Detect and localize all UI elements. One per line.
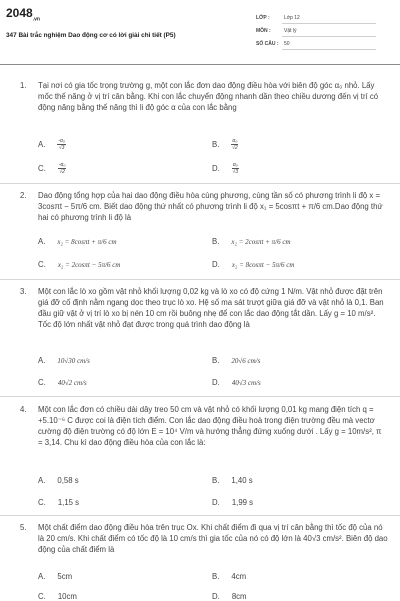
- option-3d[interactable]: D. 40√3 cm/s: [212, 378, 261, 387]
- option-1c[interactable]: C. $\frac{\text{-α₀}}{√2}$: [38, 162, 66, 175]
- option-3a[interactable]: A. 10√30 cm/s: [38, 356, 90, 365]
- option-2b[interactable]: B. x₂ = 2cosπt + π/6 cm: [212, 237, 291, 246]
- option-1b[interactable]: B. $\frac{\text{α₀}}{√2}$: [212, 138, 238, 151]
- option-1d[interactable]: D. $\frac{\text{α₀}}{√3}$: [212, 162, 239, 175]
- option-3c[interactable]: C. 40√2 cm/s: [38, 378, 87, 387]
- option-1a[interactable]: A. $\frac{\text{-α₀}}{√3}$: [38, 138, 65, 151]
- option-2c[interactable]: C. x₂ = 2cosπt − 5π/6 cm: [38, 260, 121, 269]
- meta-row-count: SỐ CÂU : 50: [256, 41, 376, 54]
- option-5d[interactable]: D. 8cm: [212, 592, 247, 601]
- page-header: [0, 0, 400, 58]
- option-5a[interactable]: A. 5cm: [38, 572, 73, 581]
- option-3b[interactable]: B. 20√6 cm/s: [212, 356, 261, 365]
- option-2d[interactable]: D. x₂ = 8cosπt − 5π/6 cm: [212, 260, 295, 269]
- meta-block: [256, 15, 376, 54]
- option-4c[interactable]: C. 1,15 s: [38, 498, 80, 507]
- header-divider: [0, 64, 400, 65]
- option-4d[interactable]: D. 1,99 s: [212, 498, 254, 507]
- option-4b[interactable]: B. 1,40 s: [212, 476, 253, 485]
- option-4a[interactable]: A. 0,58 s: [38, 476, 79, 485]
- option-2a[interactable]: A. x₂ = 8cosπt + π/6 cm: [38, 237, 117, 246]
- meta-row-class: LỚP : Lớp 12: [256, 15, 376, 28]
- site-logo[interactable]: $2048_{.vn}$: [6, 6, 40, 23]
- page-title: 347 Bài trắc nghiệm Dao động cơ có lời giải chi tiết (P5): [6, 32, 176, 39]
- meta-row-subject: MÔN : Vật lý: [256, 28, 376, 41]
- option-5c[interactable]: C. 10cm: [38, 592, 77, 601]
- option-5b[interactable]: B. 4cm: [212, 572, 247, 581]
